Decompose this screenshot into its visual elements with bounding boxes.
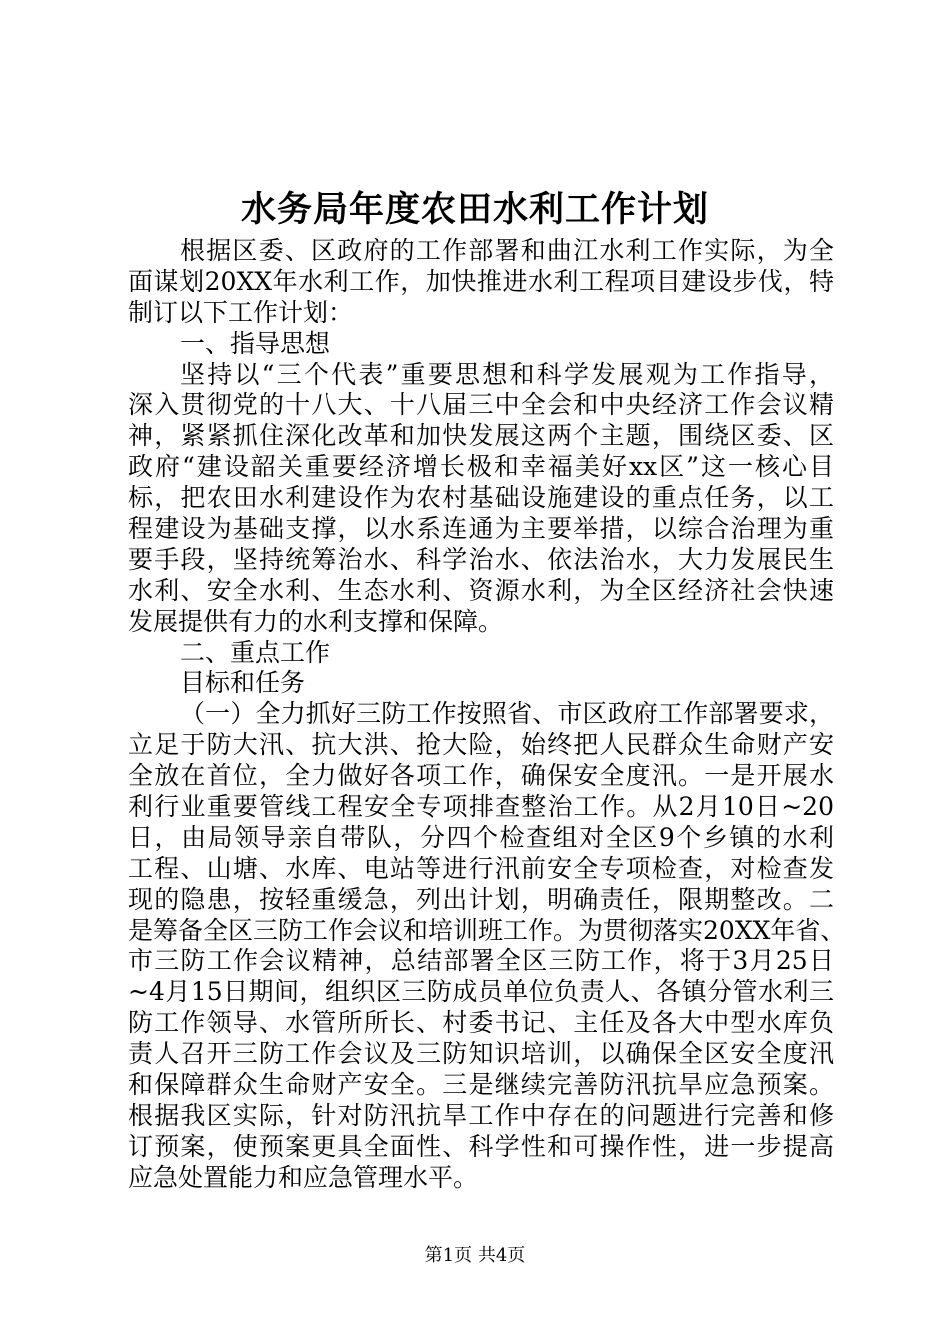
paragraph-line: 市三防工作会议精神，总结部署全区三防工作，将于3月25日 [128, 946, 834, 976]
paragraph-line: 现的隐患，按轻重缓急，列出计划，明确责任，限期整改。二 [128, 884, 834, 914]
paragraph-line: 责人召开三防工作会议及三防知识培训，以确保全区安全度汛 [128, 1039, 834, 1069]
paragraph-line: （一）全力抓好三防工作按照省、市区政府工作部署要求， [180, 699, 834, 729]
paragraph-line: 发展提供有力的水利支撑和保障。 [128, 606, 504, 636]
section-heading: 一、指导思想 [180, 328, 331, 358]
page-number-footer: 第1页 共4页 [424, 1245, 526, 1266]
paragraph-line: 坚持以“三个代表”重要思想和科学发展观为工作指导， [180, 359, 834, 389]
paragraph-line: 深入贯彻党的十八大、十八届三中全会和中央经济工作会议精 [128, 390, 834, 420]
document-body [128, 236, 846, 1194]
paragraph-line: 日，由局领导亲自带队，分四个检查组对全区9个乡镇的水利 [128, 822, 834, 852]
paragraph-line: 制订以下工作计划： [128, 297, 354, 327]
paragraph-line: 工程、山塘、水库、电站等进行汛前安全专项检查，对检查发 [128, 853, 834, 883]
paragraph-line: 水利、安全水利、生态水利、资源水利，为全区经济社会快速 [128, 575, 834, 605]
paragraph-line: 订预案，使预案更具全面性、科学性和可操作性，进一步提高 [128, 1131, 834, 1161]
paragraph-line: 面谋划20XX年水利工作，加快推进水利工程项目建设步伐，特 [128, 266, 834, 296]
paragraph-line: ~4月15日期间，组织区三防成员单位负责人、各镇分管水利三 [128, 977, 834, 1007]
paragraph-line: 根据区委、区政府的工作部署和曲江水利工作实际，为全 [180, 236, 834, 265]
paragraph-line: 应急处置能力和应急管理水平。 [128, 1162, 479, 1192]
paragraph-line: 政府“建设韶关重要经济增长极和幸福美好xx区”这一核心目 [128, 452, 834, 482]
paragraph-line: 神，紧紧抓住深化改革和加快发展这两个主题，围绕区委、区 [128, 421, 834, 451]
paragraph-line: 全放在首位，全力做好各项工作，确保安全度汛。一是开展水 [128, 761, 834, 791]
paragraph-line: 要手段，坚持统筹治水、科学治水、依法治水，大力发展民生 [128, 544, 834, 574]
paragraph-line: 标，把农田水利建设作为农村基础设施建设的重点任务，以工 [128, 483, 834, 513]
paragraph-line: 程建设为基础支撑，以水系连通为主要举措，以综合治理为重 [128, 514, 834, 544]
paragraph-line: 根据我区实际，针对防汛抗旱工作中存在的问题进行完善和修 [128, 1100, 834, 1130]
document-title: 水务局年度农田水利工作计划 [240, 189, 709, 230]
paragraph-line: 是筹备全区三防工作会议和培训班工作。为贯彻落实20XX年省、 [128, 915, 846, 945]
subsection-heading: 目标和任务 [180, 668, 306, 698]
paragraph-line: 和保障群众生命财产安全。三是继续完善防汛抗旱应急预案。 [128, 1070, 834, 1100]
paragraph-line: 利行业重要管线工程安全专项排查整治工作。从2月10日~20 [128, 792, 834, 822]
paragraph-line: 防工作领导、水管所所长、村委书记、主任及各大中型水库负 [128, 1008, 834, 1038]
paragraph-line: 立足于防大汛、抗大洪、抢大险，始终把人民群众生命财产安 [128, 730, 834, 760]
section-heading: 二、重点工作 [180, 637, 331, 667]
